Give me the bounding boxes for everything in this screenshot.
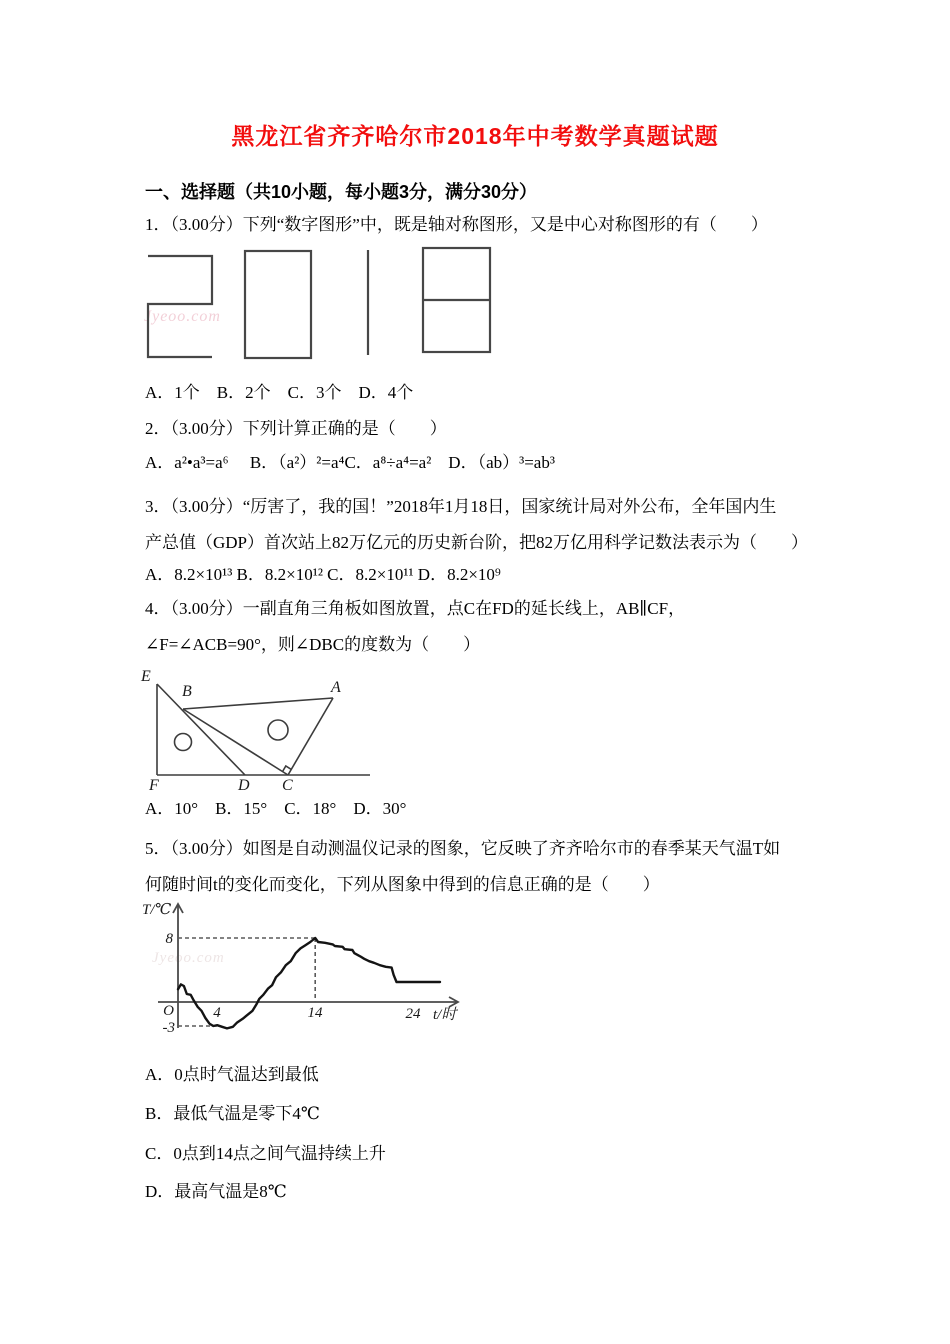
question-2-options: A．a²•a³=a⁶ B．（a²）²=a⁴C．a⁸÷a⁴=a² D．（ab）³=ab³ [145, 453, 555, 472]
watermark: Jyeoo.com [144, 308, 221, 325]
watermark: Jyeoo.com [152, 950, 225, 966]
question-2-text: 2．（3.00分）下列计算正确的是（ ） [145, 419, 447, 438]
digit-8-shape [423, 248, 490, 352]
ruler-hole-right [268, 720, 288, 740]
origin-label: O [163, 1003, 174, 1019]
x-tick-14: 14 [307, 1005, 323, 1021]
question-4-text-line2: ∠F=∠ACB=90°，则∠DBC的度数为（ ） [145, 635, 481, 654]
question-5-text-line2: 何随时间t的变化而变化，下列从图象中得到的信息正确的是（ ） [145, 875, 660, 894]
label-A: A [331, 679, 341, 696]
page-title: 黑龙江省齐齐哈尔市2018年中考数学真题试题 [231, 123, 719, 149]
question-5-option-b: B．最低气温是零下4℃ [145, 1104, 320, 1123]
digit-2-shape [148, 256, 212, 357]
question-1-text: 1．（3.00分）下列“数字图形”中，既是轴对称图形，又是中心对称图形的有（ ） [145, 215, 768, 234]
question-4-options: A．10° B．15° C．18° D．30° [145, 799, 407, 818]
q4-triangle-figure [135, 668, 385, 803]
question-5-option-d: D．最高气温是8℃ [145, 1182, 287, 1201]
q5-temperature-chart [140, 900, 470, 1045]
label-C: C [282, 777, 293, 794]
y-tick-neg3: -3 [162, 1020, 175, 1036]
segment-ED [157, 684, 245, 775]
section-heading: 一、选择题（共10小题，每小题3分，满分30分） [145, 182, 538, 202]
question-5-text-line1: 5．（3.00分）如图是自动测温仪记录的图象，它反映了齐齐哈尔市的春季某天气温T如 [145, 839, 781, 858]
x-tick-24: 24 [405, 1006, 421, 1022]
digit-0-shape [245, 251, 311, 358]
question-5-option-c: C．0点到14点之间气温持续上升 [145, 1144, 386, 1163]
question-5-option-a: A．0点时气温达到最低 [145, 1065, 319, 1084]
x-axis-label: t/时 [433, 1007, 457, 1023]
label-E: E [141, 668, 151, 685]
y-tick-8: 8 [165, 931, 173, 947]
label-F: F [149, 777, 159, 794]
q1-digit-figures [140, 245, 500, 367]
ruler-hole-left [175, 734, 192, 751]
y-axis-label: T/℃ [142, 902, 172, 918]
question-3-text-line2: 产总值（GDP）首次站上82万亿元的历史新台阶，把82万亿用科学记数法表示为（ ） [145, 533, 809, 552]
label-D: D [238, 777, 250, 794]
segment-AC [288, 698, 333, 775]
question-4-text-line1: 4．（3.00分）一副直角三角板如图放置，点C在FD的延长线上，AB∥CF， [145, 599, 686, 618]
question-3-options: A．8.2×10¹³ B．8.2×10¹² C．8.2×10¹¹ D．8.2×10⁹ [145, 565, 501, 584]
question-3-text-line1: 3．（3.00分）“厉害了，我的国！”2018年1月18日，国家统计局对外公布，全年国内生 [145, 497, 777, 516]
x-tick-4: 4 [213, 1005, 221, 1021]
question-1-options: A．1个 B．2个 C．3个 D．4个 [145, 383, 414, 402]
label-B: B [182, 683, 192, 700]
segment-BA [183, 698, 333, 709]
